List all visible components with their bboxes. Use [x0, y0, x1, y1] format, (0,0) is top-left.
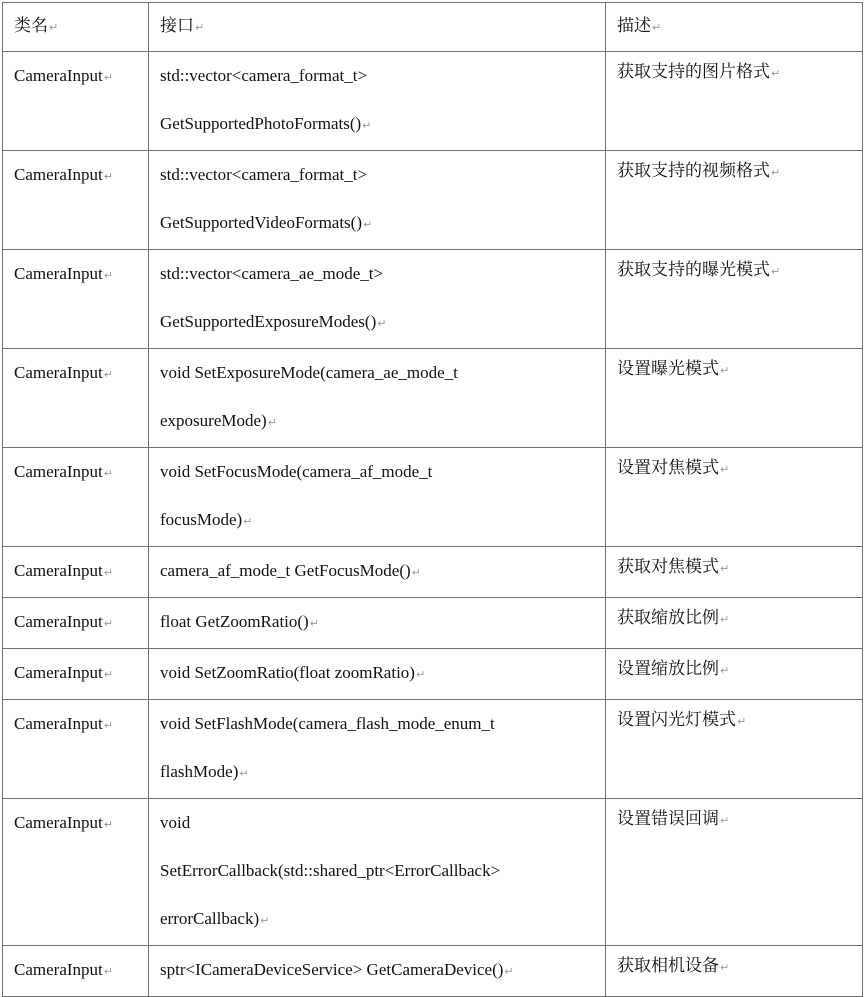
interface-cell: std::vector<camera_ae_mode_t> GetSupportedExposureModes()↵: [149, 250, 606, 349]
interface-line: void SetFlashMode(camera_flash_mode_enum_t: [160, 714, 495, 733]
table-row: [3, 448, 863, 547]
interface-line: std::vector<camera_format_t>: [160, 165, 368, 184]
description-text: 设置对焦模式: [617, 458, 719, 478]
class-name-cell: CameraInput↵: [3, 151, 149, 250]
class-name-text: CameraInput: [14, 960, 103, 979]
table-row: [3, 700, 863, 799]
interface-line: std::vector<camera_format_t>: [160, 66, 368, 85]
class-name-cell: CameraInput↵: [3, 946, 149, 997]
description-cell: 获取支持的曝光模式↵: [606, 250, 863, 349]
interface-cell: void SetZoomRatio(float zoomRatio)↵: [149, 649, 606, 700]
class-name-text: CameraInput: [14, 66, 103, 85]
description-text: 获取缩放比例: [617, 608, 719, 628]
class-name-text: CameraInput: [14, 612, 103, 631]
class-name-text: CameraInput: [14, 264, 103, 283]
table-row: [3, 349, 863, 448]
interface-cell: sptr<ICameraDeviceService> GetCameraDevice()↵: [149, 946, 606, 997]
table-row: [3, 799, 863, 946]
interface-line: void SetFocusMode(camera_af_mode_t: [160, 462, 433, 481]
interface-cell: void SetErrorCallback(std::shared_ptr<ErrorCallback> errorCallback)↵: [149, 799, 606, 946]
interface-cell: void SetExposureMode(camera_ae_mode_t exposureMode)↵: [149, 349, 606, 448]
interface-line: exposureMode): [160, 411, 267, 430]
interface-line: camera_af_mode_t GetFocusMode(): [160, 561, 411, 580]
interface-line: GetSupportedExposureModes(): [160, 312, 377, 331]
interface-line: float GetZoomRatio(): [160, 612, 309, 631]
description-cell: 设置曝光模式↵: [606, 349, 863, 448]
class-name-cell: CameraInput↵: [3, 349, 149, 448]
class-name-cell: CameraInput↵: [3, 799, 149, 946]
class-name-text: CameraInput: [14, 714, 103, 733]
description-cell: 获取缩放比例↵: [606, 598, 863, 649]
class-name-cell: CameraInput↵: [3, 547, 149, 598]
table-row: [3, 52, 863, 151]
interface-line: errorCallback): [160, 909, 260, 928]
interface-cell: camera_af_mode_t GetFocusMode()↵: [149, 547, 606, 598]
description-text: 获取对焦模式: [617, 557, 719, 577]
header-interface: 接口↵: [149, 3, 606, 52]
table-row: [3, 547, 863, 598]
header-row: [3, 3, 863, 52]
interface-cell: std::vector<camera_format_t> GetSupportedVideoFormats()↵: [149, 151, 606, 250]
class-name-text: CameraInput: [14, 165, 103, 184]
description-cell: 获取支持的图片格式↵: [606, 52, 863, 151]
interface-line: focusMode): [160, 510, 243, 529]
interface-line: flashMode): [160, 762, 239, 781]
class-name-text: CameraInput: [14, 462, 103, 481]
description-text: 设置错误回调: [617, 809, 719, 829]
table-row: [3, 946, 863, 997]
description-text: 获取支持的曝光模式: [617, 260, 770, 280]
description-text: 设置曝光模式: [617, 359, 719, 379]
interface-line: sptr<ICameraDeviceService> GetCameraDevice(): [160, 960, 504, 979]
table-body: [3, 52, 863, 997]
class-name-text: CameraInput: [14, 561, 103, 580]
description-cell: 获取支持的视频格式↵: [606, 151, 863, 250]
class-name-cell: CameraInput↵: [3, 649, 149, 700]
class-name-cell: CameraInput↵: [3, 250, 149, 349]
interface-cell: void SetFocusMode(camera_af_mode_t focusMode)↵: [149, 448, 606, 547]
description-text: 设置闪光灯模式: [617, 710, 736, 730]
api-table: [2, 2, 863, 997]
description-cell: 获取相机设备↵: [606, 946, 863, 997]
description-cell: 设置错误回调↵: [606, 799, 863, 946]
interface-cell: void SetFlashMode(camera_flash_mode_enum_t flashMode)↵: [149, 700, 606, 799]
description-text: 设置缩放比例: [617, 659, 719, 679]
header-class-name: 类名↵: [3, 3, 149, 52]
header-description: 描述↵: [606, 3, 863, 52]
description-cell: 获取对焦模式↵: [606, 547, 863, 598]
description-cell: 设置闪光灯模式↵: [606, 700, 863, 799]
table-row: [3, 250, 863, 349]
interface-cell: float GetZoomRatio()↵: [149, 598, 606, 649]
interface-cell: std::vector<camera_format_t> GetSupportedPhotoFormats()↵: [149, 52, 606, 151]
interface-line: void SetExposureMode(camera_ae_mode_t: [160, 363, 458, 382]
description-cell: 设置缩放比例↵: [606, 649, 863, 700]
interface-line: GetSupportedVideoFormats(): [160, 213, 362, 232]
description-cell: 设置对焦模式↵: [606, 448, 863, 547]
description-text: 获取支持的视频格式: [617, 161, 770, 181]
class-name-cell: CameraInput↵: [3, 700, 149, 799]
interface-line: std::vector<camera_ae_mode_t>: [160, 264, 384, 283]
table-row: [3, 598, 863, 649]
description-text: 获取相机设备: [617, 956, 719, 976]
table-row: [3, 649, 863, 700]
class-name-cell: CameraInput↵: [3, 448, 149, 547]
interface-line: SetErrorCallback(std::shared_ptr<ErrorCallback>: [160, 861, 501, 880]
table-row: [3, 151, 863, 250]
description-text: 获取支持的图片格式: [617, 62, 770, 82]
class-name-text: CameraInput: [14, 663, 103, 682]
class-name-cell: CameraInput↵: [3, 598, 149, 649]
interface-line: void SetZoomRatio(float zoomRatio): [160, 663, 415, 682]
class-name-text: CameraInput: [14, 813, 103, 832]
class-name-cell: CameraInput↵: [3, 52, 149, 151]
class-name-text: CameraInput: [14, 363, 103, 382]
interface-line: void: [160, 813, 191, 832]
interface-line: GetSupportedPhotoFormats(): [160, 114, 362, 133]
